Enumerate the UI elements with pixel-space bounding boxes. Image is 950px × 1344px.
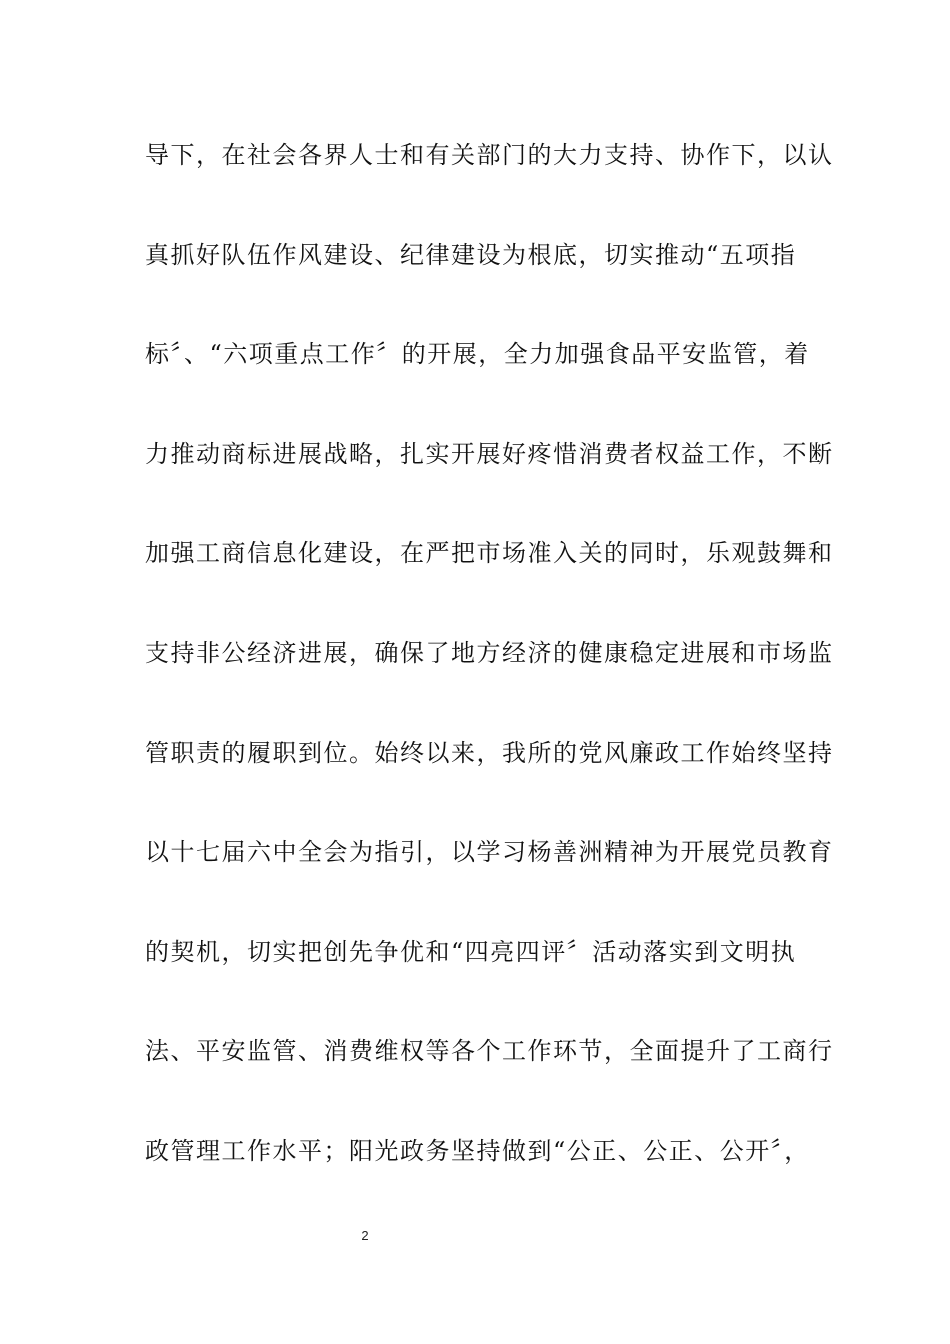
body-text	[145, 130, 834, 1226]
text-line-8: 以十七届六中全会为指引，以学习杨善洲精神为开展党员教育	[145, 838, 834, 867]
text-line-11: 政管理工作水平；阳光政务坚持做到“公正、公正、公开〞，	[145, 1136, 810, 1165]
text-line-5: 加强工商信息化建设，在严把市场准入关的同时，乐观鼓舞和	[145, 539, 834, 568]
text-line-7: 管职责的履职到位。始终以来，我所的党风廉政工作始终坚持	[145, 738, 834, 767]
text-line-6: 支持非公经济进展，确保了地方经济的健康稳定进展和市场监	[145, 638, 834, 667]
text-line-10: 法、平安监管、消费维权等各个工作环节，全面提升了工商行	[145, 1037, 834, 1066]
text-line-4: 力推动商标进展战略，扎实开展好疼惜消费者权益工作，不断	[145, 439, 834, 468]
page-number: 2	[361, 1228, 369, 1243]
text-line-1: 导下，在社会各界人士和有关部门的大力支持、协作下，以认	[145, 141, 834, 169]
text-line-2: 真抓好队伍作风建设、纪律建设为根底，切实推动“五项指	[145, 240, 797, 269]
text-line-3: 标〞、“六项重点工作〞的开展，全力加强食品平安监管，着	[145, 340, 810, 369]
text-line-9: 的契机，切实把创先争优和“四亮四评〞活动落实到文明执	[145, 937, 797, 966]
